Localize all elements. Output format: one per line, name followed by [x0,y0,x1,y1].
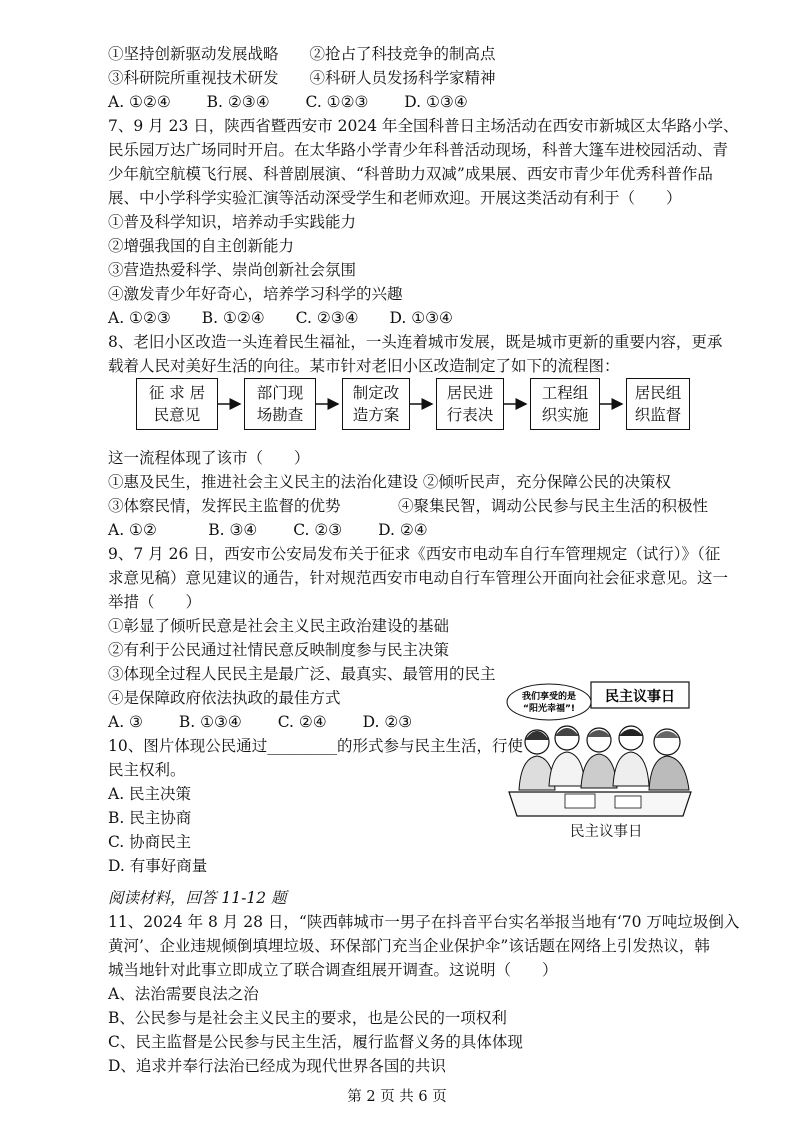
q8-option-4: ④聚集民智，调动公民参与民主生活的积极性 [398,497,709,515]
q11-option-c: C、民主监督是公民参与民主生活，履行监督义务的具体体现 [108,1033,523,1051]
q8-flowchart [132,374,692,446]
q7-option-1: ①普及科学知识，培养动手实践能力 [108,213,357,231]
democratic-council-cartoon [505,680,695,840]
q9-option-4: ④是保障政府依法执政的最佳方式 [108,689,341,707]
q7-stem-line4: 展、中小学科学实验汇演等活动深受学生和老师欢迎。开展这类活动有利于（ ） [108,189,682,207]
q8-option-3: ③体察民情，发挥民主监督的优势 [108,497,341,515]
q8-choices: A. ①② B. ③④ C. ②③ D. ②④ [108,521,428,539]
q8-stem-line2: 载着人民对美好生活的向往。某市针对老旧小区改造制定了如下的流程图： [108,357,620,375]
q11-stem-line3: 城当地针对此事立即成立了联合调查组展开调查。这说明（ ） [108,961,558,979]
q10-option-a: A. 民主决策 [108,785,192,803]
q11-stem-line1: 11、2024 年 8 月 28 日，“陕西韩城市一男子在抖音平台实名举报当地有‘70 万吨垃圾倒入 [108,913,740,931]
q7-stem-line3: 少年航空航模飞行展、科普剧展演、“科普助力双减”成果展、西安市青少年优秀科普作品 [108,165,713,183]
q6-options-row2: ③科研院所重视技术研发 ④科研人员发扬科学家精神 [108,69,496,87]
cartoon-illustration [505,680,695,820]
q11-stem-line2: 黄河’、企业违规倾倒填埋垃圾、环保部门充当企业保护伞”该话题在网络上引发热议，韩 [108,937,710,955]
cartoon-bubble-line1: 我们享受的是 [521,692,577,702]
q7-option-2: ②增强我国的自主创新能力 [108,237,295,255]
q8-stem-line1: 8、老旧小区改造一头连着民生福祉，一头连着城市发展，既是城市更新的重要内容，更承 [108,333,723,351]
cartoon-bubble-line2: “阳光幸福”! [523,704,575,714]
q11-option-a: A、法治需要良法之治 [108,985,259,1003]
q7-option-3: ③营造热爱科学、崇尚创新社会氛围 [108,261,357,279]
q7-stem-line2: 民乐园万达广场同时开启。在太华路小学青少年科普活动现场，科普大篷车进校园活动、青 [108,141,729,159]
flow-step-6: 居民组 织监督 [626,378,690,430]
q9-stem-line1: 9、7 月 26 日，西安市公安局发布关于征求《西安市电动车自行车管理规定（试行）》（征 [108,545,721,563]
q11-option-b: B、公民参与是社会主义民主的要求，也是公民的一项权利 [108,1009,507,1027]
q6-options-row1: ①坚持创新驱动发展战略 ②抢占了科技竞争的制高点 [108,45,496,63]
q9-stem-line3: 举措（ ） [108,593,202,611]
q9-option-1: ①彰显了倾听民意是社会主义民主政治建设的基础 [108,617,450,635]
section-header-11-12: 阅读材料，回答 11-12 题 [108,889,287,907]
q10-option-b: B. 民主协商 [108,809,192,827]
flow-step-5: 工程组 织实施 [530,378,600,430]
q7-choices: A. ①②③ B. ①②④ C. ②③④ D. ①③④ [108,309,453,327]
q11-option-d: D、追求并奉行法治已经成为现代世界各国的共识 [108,1057,446,1075]
page-footer: 第 2 页 共 6 页 [347,1089,447,1105]
q7-stem-line1: 7、9 月 23 日，陕西省暨西安市 2024 年全国科普日主场活动在西安市新城区太华路小学、 [108,117,739,135]
q8-question: 这一流程体现了该市（ ） [108,449,310,467]
flow-step-4: 居民进 行表决 [436,378,504,430]
flow-step-2: 部门现 场勘查 [244,378,316,430]
q10-stem-line2: 民主权利。 [108,761,186,779]
q10-option-d: D. 有事好商量 [108,857,208,875]
q7-option-4: ④激发青少年好奇心，培养学习科学的兴趣 [108,285,403,303]
q8-option-1-2: ①惠及民生，推进社会主义民主的法治化建设 ②倾听民声，充分保障公民的决策权 [108,473,671,491]
q6-choices: A. ①②④ B. ②③④ C. ①②③ D. ①③④ [108,93,468,111]
q9-option-2: ②有利于公民通过社情民意反映制度参与民主决策 [108,641,450,659]
q9-choices: A. ③ B. ①③④ C. ②④ D. ②③ [108,713,413,731]
q9-stem-line2: 求意见稿）意见建议的通告，针对规范西安市电动自行车管理公开面向社会征求意见。这一 [108,569,729,587]
flow-step-1: 征 求 居 民意见 [136,378,218,430]
q10-option-c: C. 协商民主 [108,833,192,851]
q9-option-3: ③体现全过程人民民主是最广泛、最真实、最管用的民主 [108,665,496,683]
q10-stem-line1: 10、图片体现公民通过_________的形式参与民主生活，行使 [108,737,523,755]
cartoon-caption: 民主议事日 [570,824,643,840]
flow-step-3: 制定改 造方案 [342,378,410,430]
cartoon-title: 民主议事日 [605,689,675,705]
